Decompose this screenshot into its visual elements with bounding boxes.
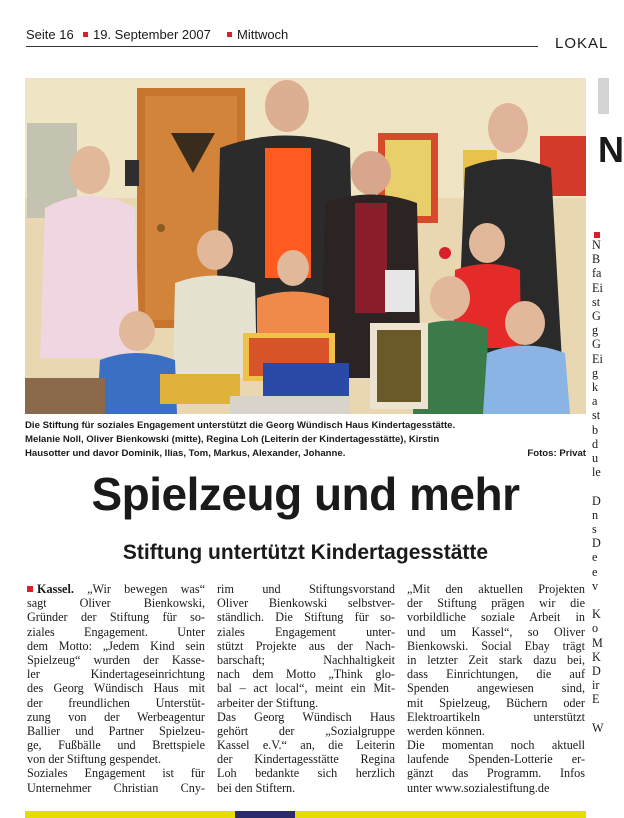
body-line: Unternehmer Christian Cny-: [27, 780, 205, 795]
neighbor-text-fragment: g: [592, 365, 599, 380]
body-line: Spenden angewiesen sind,: [407, 681, 585, 696]
body-line: der Kindertagesstätte Regina: [217, 752, 395, 767]
neighbor-text-fragment: D: [592, 536, 601, 551]
neighbor-text-fragment: K: [592, 607, 601, 622]
article-column-3: [407, 582, 585, 795]
body-line: dass Einrichtungen, die auf: [407, 667, 585, 682]
body-line: der Stiftung prägen wir die: [407, 596, 585, 611]
body-line: bei den Stiftern.: [217, 780, 296, 795]
body-line: in letzter Zeit stark dazu bei,: [407, 652, 585, 667]
body-line: Elektroartikeln unterstützt: [407, 709, 585, 724]
article-subheadline: Stiftung untertützt Kindertagesstätte: [122, 541, 489, 564]
body-line: Ballier und Partner Spielzeu-: [27, 723, 205, 738]
body-line: „Mit den aktuellen Projekten: [407, 582, 585, 596]
issue-weekday: Mittwoch: [237, 27, 289, 42]
neighbor-text-fragment: B: [592, 252, 601, 267]
neighbor-text-fragment: le: [592, 465, 601, 480]
neighbor-headline-fragment: N: [598, 129, 624, 170]
neighbor-text-fragment: W: [592, 720, 604, 735]
neighbor-text-fragment: N: [592, 238, 601, 252]
neighbor-text-fragment: D: [592, 664, 601, 678]
neighbor-text-fragment: D: [592, 493, 601, 508]
article-column-1: [27, 582, 205, 795]
neighbor-text-fragment: o: [592, 621, 599, 636]
photo-credit: Fotos: Privat: [527, 448, 586, 459]
body-line: barschaft; Nachhaltigkeit: [217, 652, 395, 667]
body-line: ziales Engagement. Unter: [27, 624, 205, 639]
neighbor-text-fragment: v: [592, 578, 599, 593]
caption-line: Melanie Noll, Oliver Bienkowski (mitte), Regina Loh (Leiterin der Kindertagesstätte), Kirstin: [25, 434, 440, 445]
separator-square-icon: [83, 32, 88, 37]
neighbor-text-fragment: G: [592, 337, 601, 352]
body-line: ler Kindertageseinrichtung: [27, 667, 205, 682]
dateline: Kassel.: [37, 582, 74, 596]
body-line: sagt Oliver Bienkowski,: [27, 596, 205, 611]
caption-line: Die Stiftung für soziales Engagement unterstützt die Georg Wündisch Haus Kindertagesstätte.: [25, 420, 456, 431]
body-line: Bienkowski. Social Ebay trägt: [407, 638, 585, 653]
body-line: und um Kassel“, so Oliver: [407, 624, 585, 639]
body-line: Spielzeug“ wurden der Kasse-: [27, 652, 205, 667]
body-line: Die momentan noch aktuell: [407, 738, 585, 753]
body-line: rim und Stiftungsvorstand: [217, 582, 395, 596]
body-line: des Georg Wündisch Haus mit: [27, 681, 205, 696]
body-line: arbeiter der Stiftung.: [217, 695, 319, 710]
neighbor-text-fragment: k: [592, 380, 599, 394]
body-line: Oliver Bienkowski selbstver-: [217, 596, 395, 611]
body-line: ziales Engagement unter-: [217, 624, 395, 639]
body-line: unter www.sozialestiftung.de: [407, 780, 550, 795]
neighbor-text-fragment: M: [592, 635, 603, 650]
header-rule: [26, 46, 538, 47]
body-line: der freundlichen Unterstüt-: [27, 695, 205, 710]
body-line: laufende Spenden-Lotterie er-: [407, 752, 585, 767]
caption-line: Hausotter und davor Dominik, Ilias, Tom, Markus, Alexander, Johanne.: [25, 448, 346, 459]
separator-square-icon: [227, 32, 232, 37]
section-title: LOKAL: [555, 35, 609, 52]
neighbor-text-fragment: e: [592, 550, 598, 565]
body-line: dem Motto: „Jedem Kind sein: [27, 638, 205, 653]
neighbor-text-fragment: fa: [592, 266, 602, 281]
neighbor-text-fragment: st: [592, 294, 601, 309]
body-line: von der Stiftung gespendet.: [27, 752, 162, 767]
article-photo: [25, 78, 586, 414]
body-line: ge, Fußbälle und Brettspiele: [27, 738, 205, 753]
neighbor-text-fragment: Ei: [592, 280, 603, 295]
article-column-2: [217, 582, 395, 795]
neighbor-text-fragment: a: [592, 394, 598, 409]
neighbor-text-fragment: K: [592, 649, 601, 664]
body-line: gehört der „Sozialgruppe: [217, 723, 395, 738]
advertisement-dark-block: [235, 811, 295, 818]
photo-caption: [25, 419, 586, 461]
neighbor-text-fragment: u: [592, 451, 599, 465]
body-line: ständlich. Die Stiftung für so-: [217, 610, 395, 625]
body-line: mit Spielzeug, Büchern oder: [407, 695, 585, 710]
bullet-square-icon: [27, 586, 33, 592]
body-line: zung von der Werbeagentur: [27, 709, 205, 724]
body-line: Kassel e.V.“ an, die Leiterin: [217, 738, 395, 753]
body-line: „Wir bewegen was“: [73, 582, 205, 596]
body-line: gänzt das Programm. Infos: [407, 766, 585, 781]
article-headline: Spielzeug und mehr: [91, 468, 520, 520]
neighbor-text-fragment: Ei: [592, 351, 603, 366]
body-line: Das Georg Wündisch Haus: [217, 709, 395, 724]
neighbor-text-fragment: G: [592, 309, 601, 323]
neighbor-article-fragment: [592, 78, 624, 818]
neighbor-text-fragment: E: [592, 692, 600, 707]
neighbor-text-fragment: g: [592, 323, 599, 338]
body-line: nach dem Motto „Think glo-: [217, 667, 395, 682]
neighbor-text-fragment: ir: [592, 678, 600, 693]
neighbor-text-fragment: d: [592, 436, 599, 451]
neighbor-text-fragment: st: [592, 408, 601, 423]
neighbor-text-fragment: e: [592, 564, 598, 579]
page-number: Seite 16: [26, 27, 74, 42]
body-line: werden können.: [407, 723, 485, 738]
body-line: Soziales Engagement ist für: [27, 766, 205, 781]
body-line: Gründer der Stiftung für so-: [27, 610, 205, 625]
neighbor-text-fragment: s: [592, 522, 597, 536]
page-header: [26, 27, 609, 52]
group-photo-image: [25, 78, 586, 414]
issue-date: 19. September 2007: [93, 27, 211, 42]
neighbor-text-fragment: b: [592, 422, 599, 437]
body-line: vorbildliche soziale Arbeit in: [407, 610, 585, 625]
neighbor-text-fragment: n: [592, 507, 599, 522]
neighbor-photo-edge: [598, 78, 609, 114]
body-line: Loh bedankte sich herzlich: [217, 766, 395, 781]
body-line: stützt Projekte aus der Nach-: [217, 638, 395, 653]
advertisement-strip: [25, 811, 586, 818]
body-line: bal – act local“, meint ein Mit-: [217, 681, 395, 696]
